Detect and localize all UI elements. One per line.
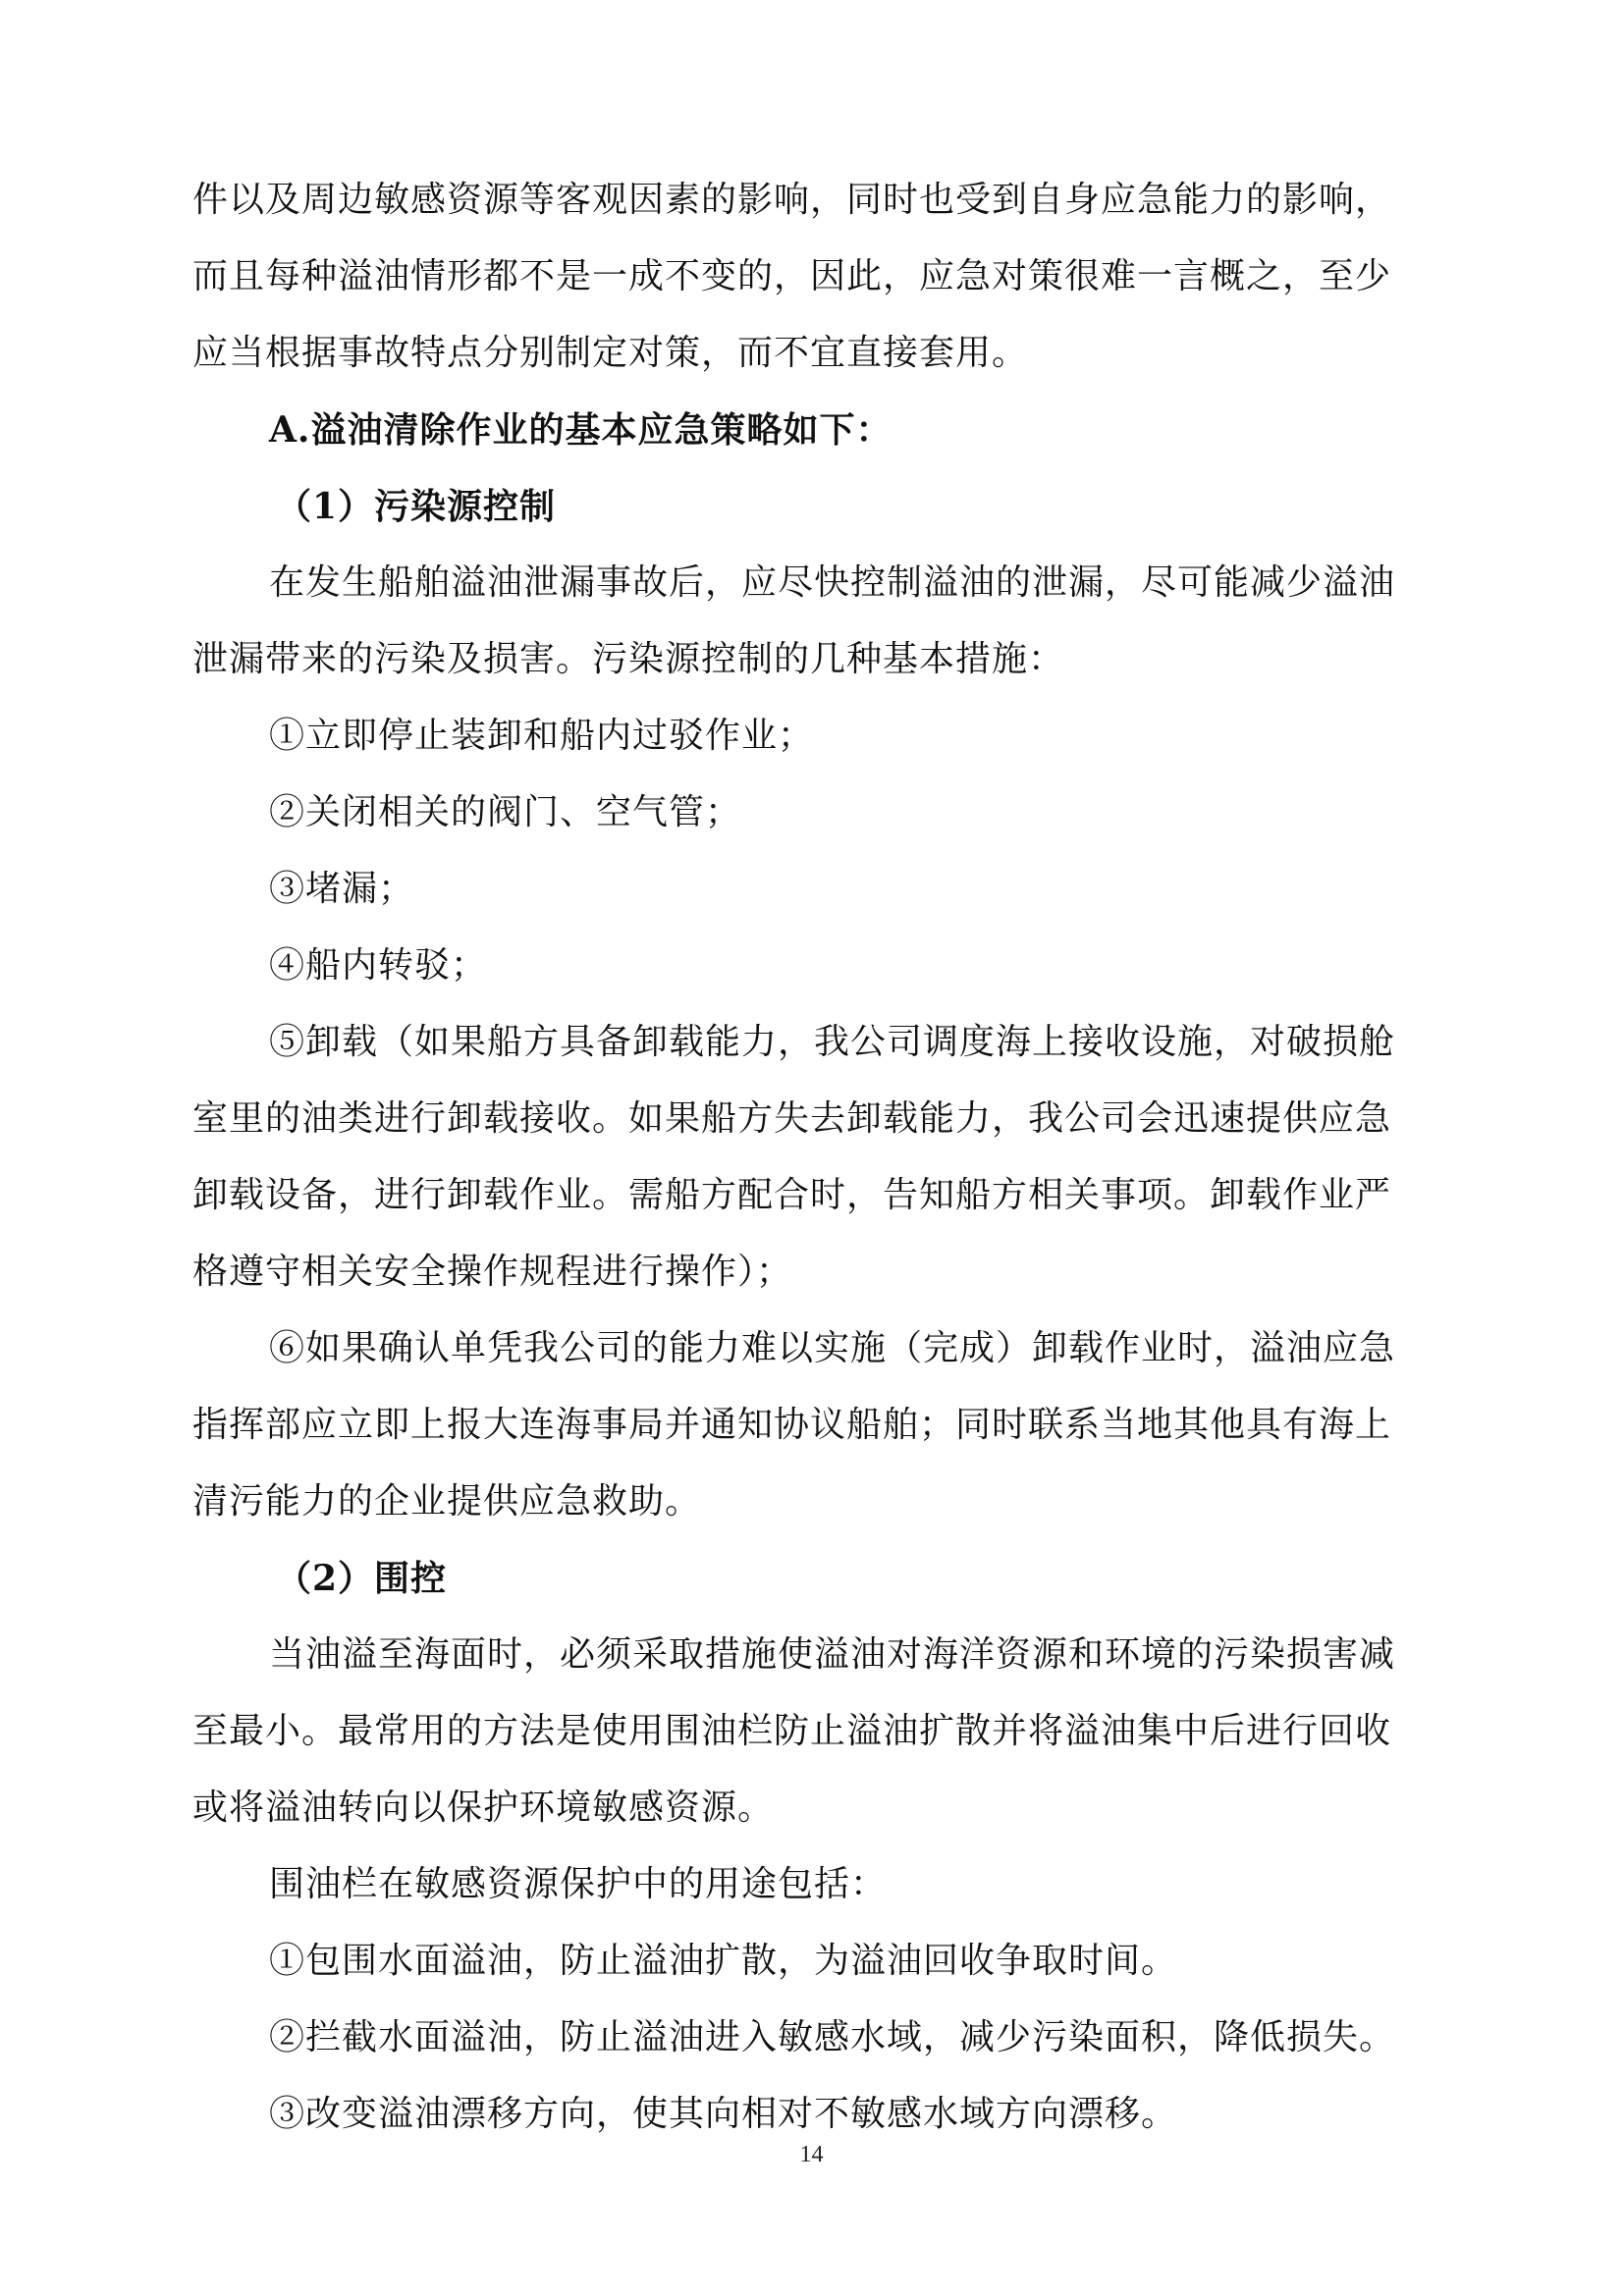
- list-item: ①立即停止装卸和船内过驳作业；: [269, 716, 815, 756]
- paragraph-line: 在发生船舶溢油泄漏事故后，应尽快控制溢油的泄漏，尽可能减少溢油: [269, 562, 1396, 603]
- paragraph-line: 室里的油类进行卸载接收。如果船方失去卸载能力，我公司会迅速提供应急: [192, 1098, 1392, 1139]
- list-item: ③堵漏；: [269, 869, 415, 909]
- paragraph-line: 泄漏带来的污染及损害。污染源控制的几种基本措施：: [192, 639, 1065, 679]
- paragraph-line: 清污能力的企业提供应急救助。: [192, 1481, 702, 1522]
- paragraph-line: 格遵守相关安全操作规程进行操作）；: [192, 1252, 793, 1292]
- list-item: ①包围水面溢油，防止溢油扩散，为溢油回收争取时间。: [269, 1941, 1178, 1981]
- list-item: ④船内转驳；: [269, 945, 488, 986]
- list-item: ③改变溢油漂移方向，使其向相对不敏感水域方向漂移。: [269, 2094, 1178, 2134]
- paragraph-line: 而且每种溢油情形都不是一成不变的，因此，应急对策很难一言概之，至少: [192, 256, 1392, 296]
- paragraph-line: 至最小。最常用的方法是使用围油栏防止溢油扩散并将溢油集中后进行回收: [192, 1711, 1392, 1751]
- subsection-heading: （2）围控: [276, 1558, 448, 1599]
- paragraph-line: 或将溢油转向以保护环境敏感资源。: [192, 1788, 775, 1828]
- section-heading: A.溢油清除作业的基本应急策略如下：: [269, 409, 893, 451]
- paragraph-line: 应当根据事故特点分别制定对策，而不宜直接套用。: [192, 333, 1029, 373]
- subsection-heading: （1）污染源控制: [276, 486, 557, 527]
- paragraph-line: 围油栏在敏感资源保护中的用途包括：: [269, 1864, 888, 1904]
- list-item: ⑤卸载（如果船方具备卸载能力，我公司调度海上接收设施，对破损舱: [269, 1022, 1396, 1062]
- document-body: [192, 162, 1469, 2153]
- paragraph-line: 指挥部应立即上报大连海事局并通知协议船舶；同时联系当地其他具有海上: [192, 1405, 1392, 1445]
- paragraph-line: 卸载设备，进行卸载作业。需船方配合时，告知船方相关事项。卸载作业严: [192, 1175, 1392, 1215]
- paragraph-line: 当油溢至海面时，必须采取措施使溢油对海洋资源和环境的污染损害减: [269, 1634, 1396, 1675]
- list-item: ②关闭相关的阀门、空气管；: [269, 792, 742, 832]
- list-item: ②拦截水面溢油，防止溢油进入敏感水域，减少污染面积，降低损失。: [269, 2017, 1396, 2057]
- list-item: ⑥如果确认单凭我公司的能力难以实施（完成）卸载作业时，溢油应急: [269, 1328, 1396, 1368]
- page-number: 14: [799, 2142, 824, 2167]
- paragraph-line: 件以及周边敏感资源等客观因素的影响，同时也受到自身应急能力的影响，: [192, 180, 1392, 220]
